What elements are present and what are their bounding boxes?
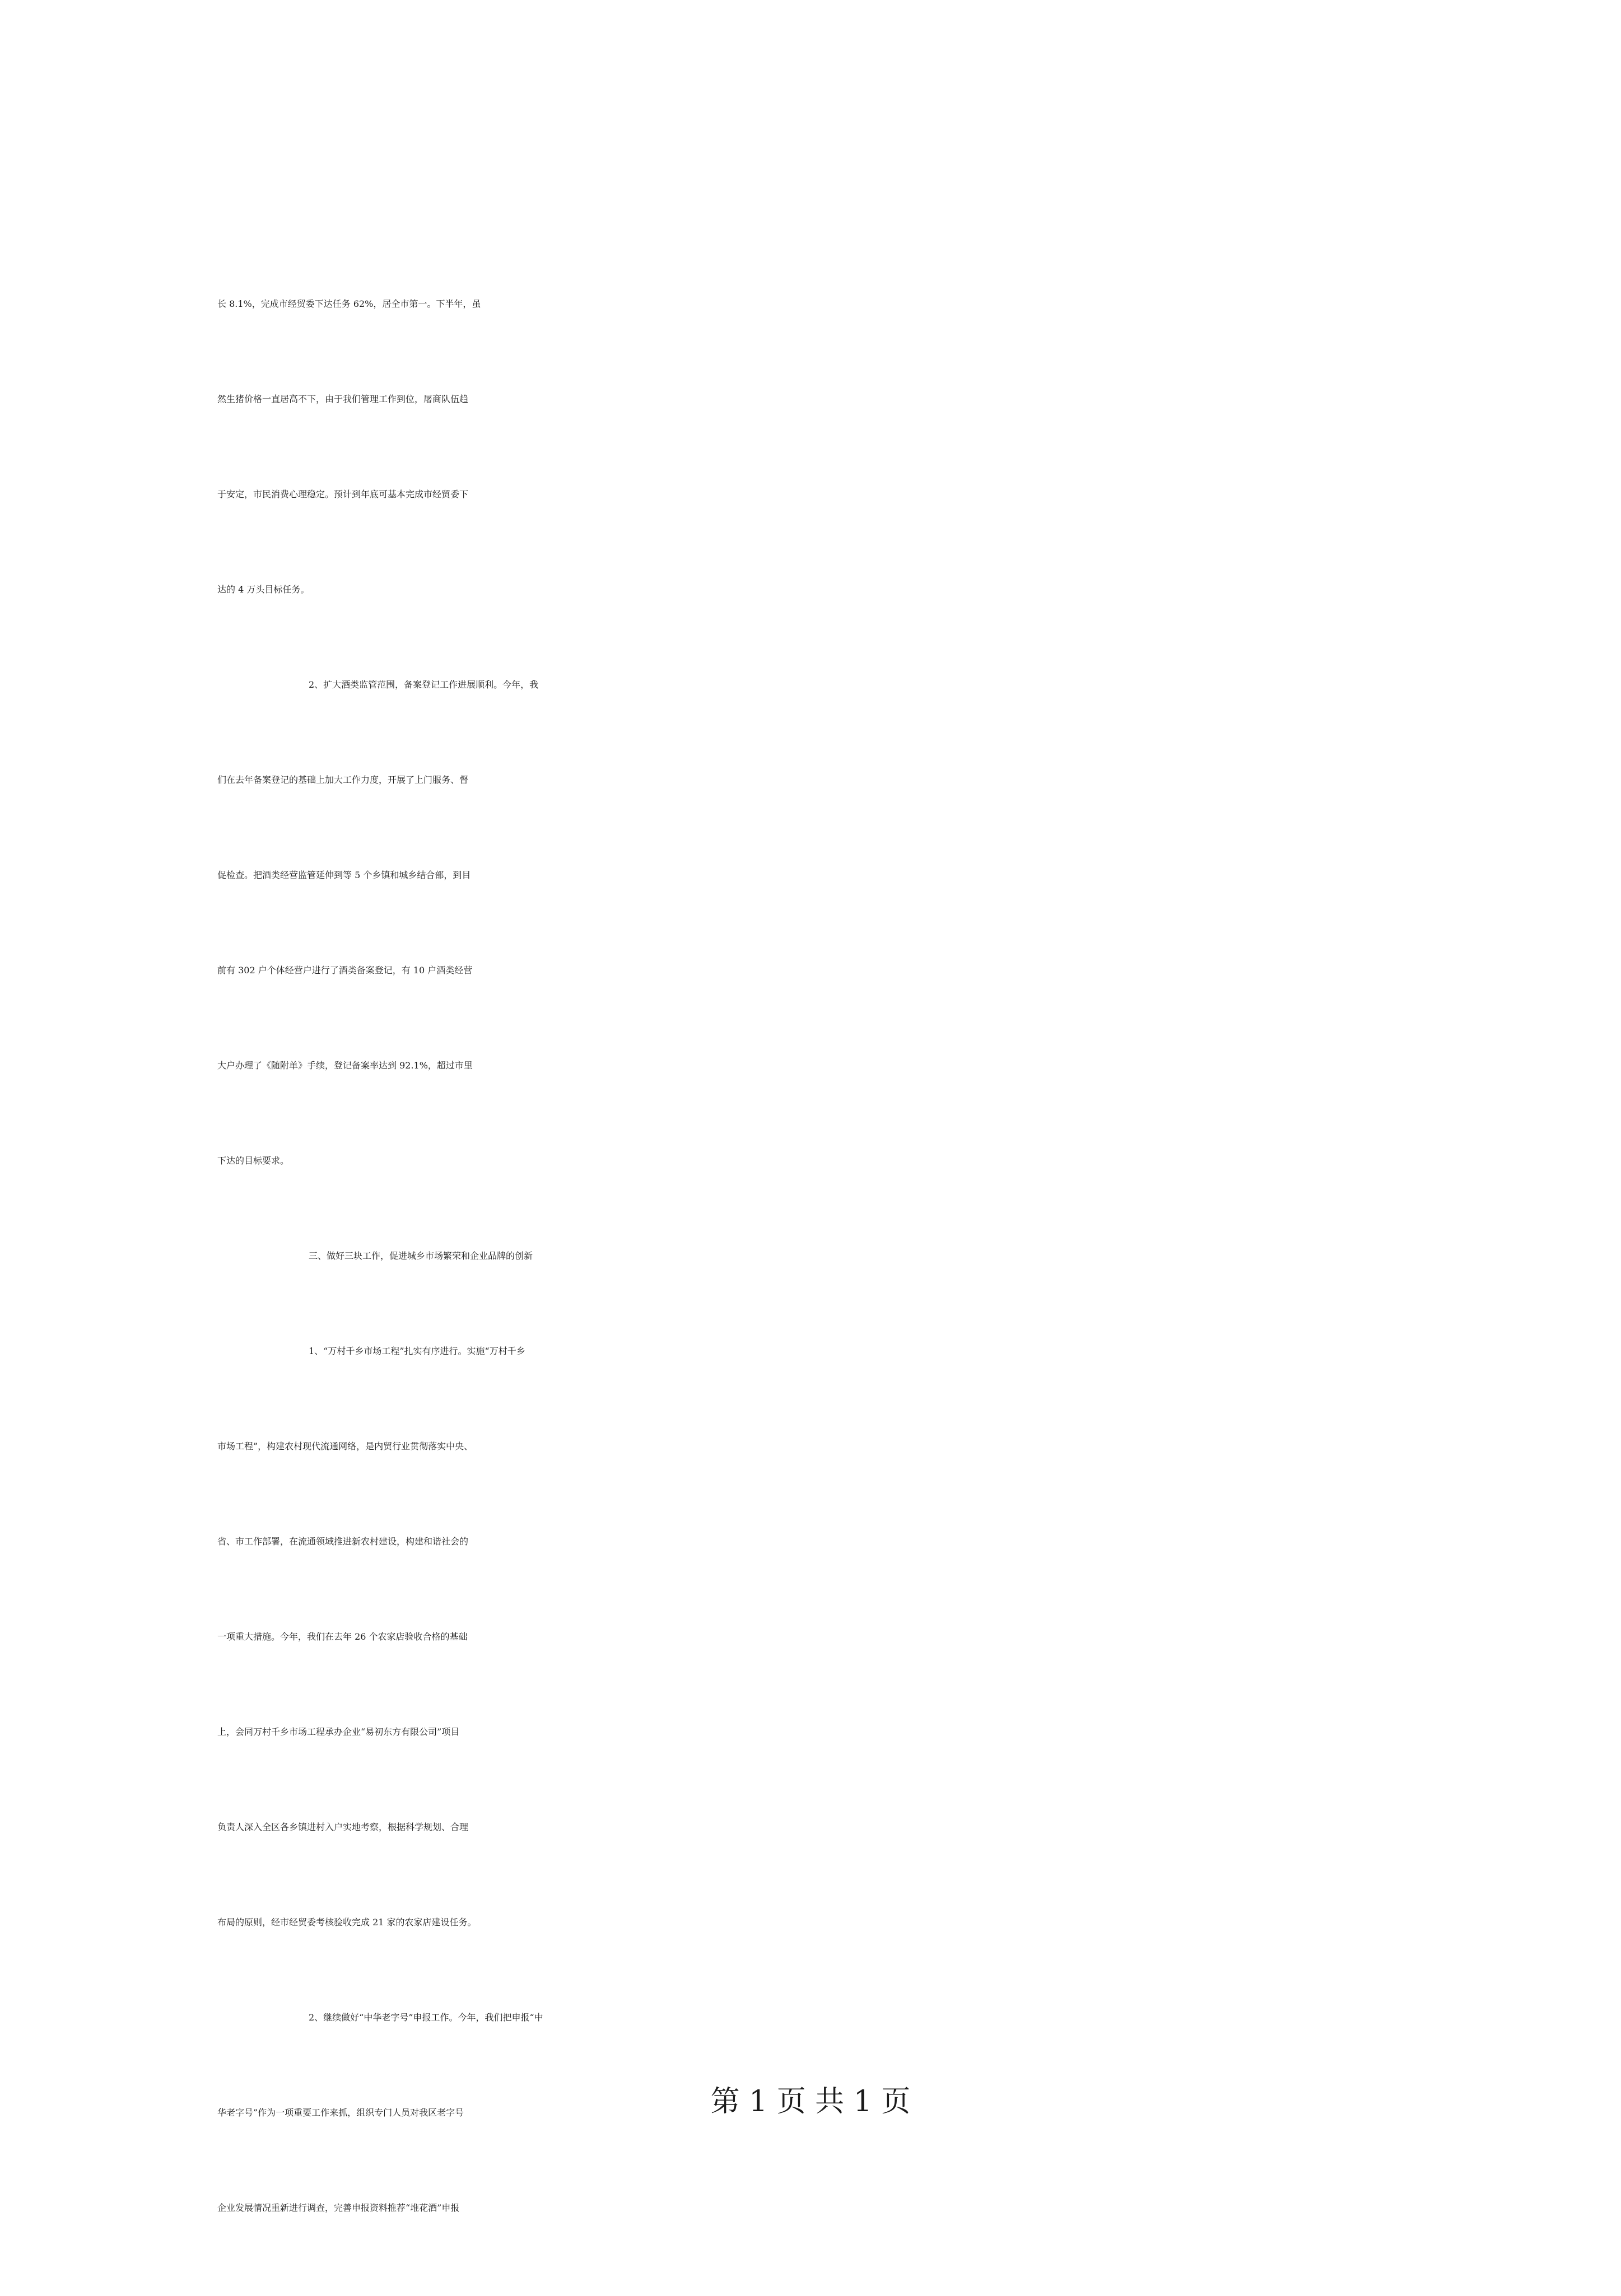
text-line: 一项重大措施。今年，我们在去年 26 个农家店验收合格的基础 [217, 1631, 468, 1642]
section-heading: 三、做好三块工作，促进城乡市场繁荣和企业品牌的创新 [309, 1250, 533, 1261]
text-line: 1、“万村千乡市场工程”扎实有序进行。实施“万村千乡 [309, 1346, 525, 1356]
text-line: 长 8.1%，完成市经贸委下达任务 62%，居全市第一。下半年，虽 [217, 298, 481, 309]
document-body [217, 297, 1410, 2296]
text-line: 大户办理了《随附单》手续，登记备案率达到 92.1%，超过市里 [217, 1060, 473, 1071]
text-line: 下达的目标要求。 [217, 1155, 290, 1166]
text-line: 于安定，市民消费心理稳定。预计到年底可基本完成市经贸委下 [217, 489, 469, 500]
text-line: 2、继续做好“中华老字号”申报工作。今年，我们把申报“中 [309, 2012, 543, 2023]
text-line: 促检查。把酒类经营监管延伸到等 5 个乡镇和城乡结合部，到目 [217, 870, 471, 880]
text-line: 企业发展情况重新进行调查，完善申报资料推荐“堆花酒”申报 [217, 2202, 460, 2213]
page-footer: 第 1 页 共 1 页 [710, 2085, 911, 2118]
text-line: 华老字号”作为一项重要工作来抓，组织专门人员对我区老字号 [217, 2107, 464, 2118]
text-line: 省、市工作部署，在流通领域推进新农村建设，构建和谐社会的 [217, 1536, 469, 1547]
text-line: 2、扩大酒类监管范围，备案登记工作进展顺利。今年，我 [309, 679, 539, 690]
text-line: 前有 302 户个体经营户进行了酒类备案登记，有 10 户酒类经营 [217, 965, 473, 976]
text-line: 上，会同万村千乡市场工程承办企业“易初东方有限公司”项目 [217, 1726, 460, 1737]
text-line: 们在去年备案登记的基础上加大工作力度，开展了上门服务、督 [217, 774, 469, 785]
text-line: 负责人深入全区各乡镇进村入户实地考察，根据科学规划、合理 [217, 1822, 469, 1832]
text-line: 达的 4 万头目标任务。 [217, 584, 310, 595]
text-line: 布局的原则，经市经贸委考核验收完成 21 家的农家店建设任务。 [217, 1917, 477, 1928]
text-line: 然生猪价格一直居高不下，由于我们管理工作到位，屠商队伍趋 [217, 394, 469, 404]
text-line: 市场工程”，构建农村现代流通网络，是内贸行业贯彻落实中央、 [217, 1441, 473, 1452]
